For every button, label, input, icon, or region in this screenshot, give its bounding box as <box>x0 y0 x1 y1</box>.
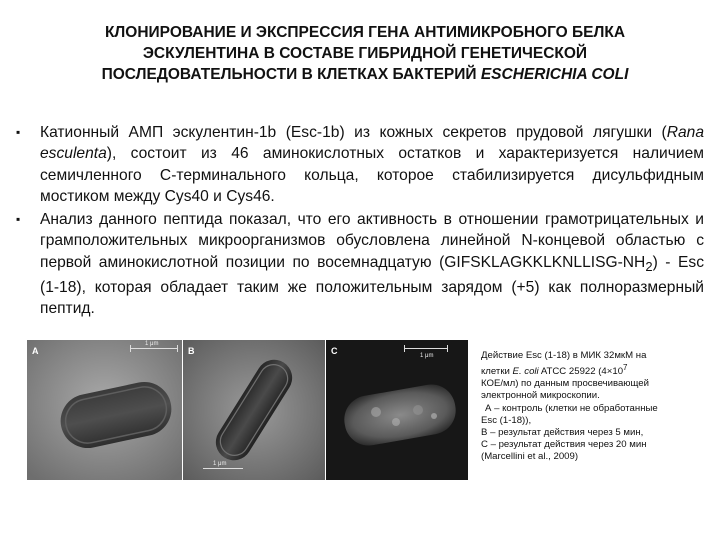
bullet-2-text-b: ) - Esc (1-18), которая обладает таким же положительным зарядом (+5) как полноразмерный пептид. <box>40 253 705 318</box>
scale-label-b: 1 μm <box>213 461 227 467</box>
micrograph-panel-b <box>183 340 325 480</box>
title-line-3 <box>40 64 690 85</box>
caption-organism: E. coli <box>512 366 539 378</box>
caption-citation: (Marcellini et al., 2009) <box>481 450 579 462</box>
bullet-2-text-a: Анализ данного пептида показал, что его активность в отношении грамотрицательных и грамположительных микроорганизмов обусловлена линейной N-концевой областью с первой аминокислотной позиции по восемнадцатую (GIFSKLAGKKLKNLLISG-NH <box>40 211 704 271</box>
bullet-1-text-b: ), состоит из 46 аминокислотных остатков и характеризуется наличием семичленного С-терминального кольца, которое стабилизируется дисульфидным мостиком между Cys40 и Cys46. <box>40 145 704 205</box>
caption-line-8: С – результат действия через 20 мин <box>481 438 647 450</box>
caption-line-7: В – результат действия через 5 мин, <box>481 426 644 438</box>
scale-bar-b <box>203 468 243 469</box>
caption-line-2-a: клетки <box>481 366 513 378</box>
scale-bar-a <box>130 348 178 349</box>
panel-a-letter: A <box>32 346 39 356</box>
page-title <box>40 22 690 85</box>
micrograph-panel-a <box>27 340 182 480</box>
caption-line-2-b: ATCC 25922 (4×10 <box>538 366 624 378</box>
caption-line-5: А – контроль (клетки не обработанные <box>485 402 658 414</box>
scale-bar-c <box>404 348 448 349</box>
caption-line-3: КОЕ/мл) по данным просвечивающей <box>481 378 649 390</box>
scale-tick <box>404 345 405 352</box>
caption-exponent: 7 <box>623 363 628 373</box>
title-line-2: ЭСКУЛЕНТИНА В СОСТАВЕ ГИБРИДНОЙ ГЕНЕТИЧЕСКОЙ <box>142 45 588 62</box>
bullet-1-text-a: Катионный АМП эскулентин-1b (Esc-1b) из кожных секретов прудовой лягушки ( <box>40 124 667 141</box>
panel-b-letter: B <box>188 346 195 356</box>
scale-tick <box>177 345 178 352</box>
bullet-marker: ▪ <box>16 125 21 139</box>
micrograph-panel-c <box>326 340 468 480</box>
caption-line-1: Действие Esc (1-18) в МИК 32мкМ на <box>481 350 647 361</box>
title-organism: ESCHERICHIA COLI <box>480 66 629 83</box>
micrograph-b-image <box>183 340 325 480</box>
bullet-2-subscript: 2 <box>645 258 653 274</box>
micrograph-c-image <box>326 340 468 480</box>
scale-tick <box>447 345 448 352</box>
bullet-list <box>14 122 704 322</box>
caption-line-6: Esc (1-18)), <box>481 414 532 426</box>
scale-label-c: 1 μm <box>420 353 434 359</box>
caption-line-2 <box>481 362 711 378</box>
caption-line-4: электронной микроскопии. <box>481 390 600 402</box>
title-line-3-text: ПОСЛЕДОВАТЕЛЬНОСТИ В КЛЕТКАХ БАКТЕРИЙ <box>101 66 481 83</box>
bullet-marker: ▪ <box>16 212 21 227</box>
bullet-item-2 <box>14 209 704 320</box>
bullet-item-1 <box>14 122 704 207</box>
micrograph-a-image <box>27 340 182 480</box>
title-line-1: КЛОНИРОВАНИЕ И ЭКСПРЕССИЯ ГЕНА АНТИМИКРОБНОГО БЕЛКА <box>104 24 626 41</box>
scale-label-a: 1 μm <box>145 341 159 347</box>
panel-c-letter: C <box>331 346 338 356</box>
figure-caption <box>481 350 711 463</box>
bullet-1-species: Rana esculenta <box>40 124 704 163</box>
scale-tick <box>130 345 131 352</box>
